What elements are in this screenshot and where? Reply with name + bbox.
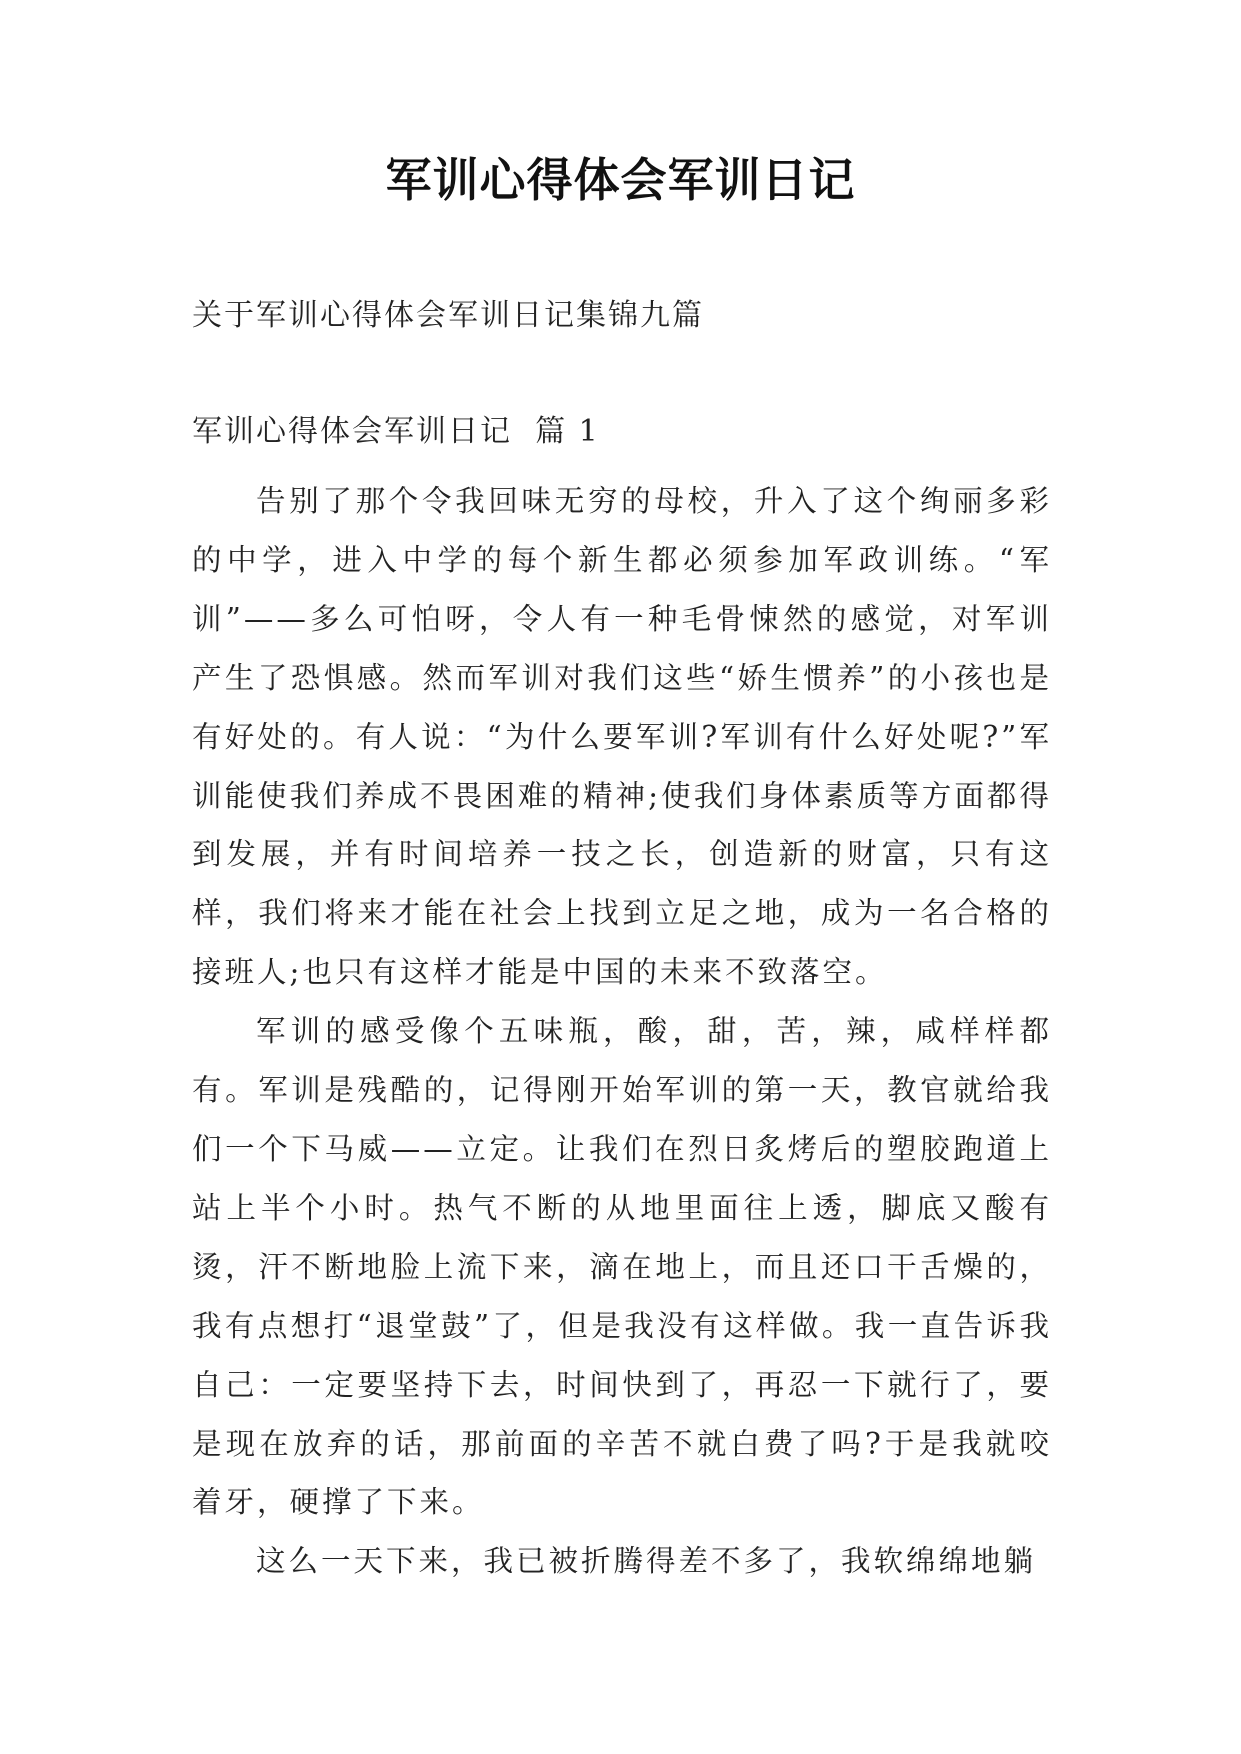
section-heading: 军训心得体会军训日记 篇 1 <box>192 414 600 449</box>
document-title: 军训心得体会军训日记 <box>385 153 856 207</box>
collection-title: 关于军训心得体会军训日记集锦九篇 <box>192 298 704 333</box>
article-body <box>192 472 1052 1591</box>
paragraph: 这么一天下来，我已被折腾得差不多了，我软绵绵地躺 <box>256 1544 1037 1579</box>
paragraph: 军训的感受像个五味瓶，酸，甜，苦，辣，咸样样都有。军训是残酷的，记得刚开始军训的第一天，教官就给我们一个下马威——立定。让我们在烈日炙烤后的塑胶跑道上站上半个小时。热气不断的从地里面往上透，脚底又酸有烫，汗不断地脸上流下来，滴在地上，而且还口干舌燥的，我有点想打“退堂鼓”了，但是我没有这样做。我一直告诉我自己：一定要坚持下去，时间快到了，再忍一下就行了，要是现在放弃的话，那前面的辛苦不就白费了吗?于是我就咬着牙，硬撑了下来。 <box>192 1014 1052 1520</box>
paragraph: 告别了那个令我回味无穷的母校，升入了这个绚丽多彩的中学，进入中学的每个新生都必须参加军政训练。“军训”——多么可怕呀，令人有一种毛骨悚然的感觉，对军训产生了恐惧感。然而军训对我们这些“娇生惯养”的小孩也是有好处的。有人说：“为什么要军训?军训有什么好处呢?”军训能使我们养成不畏困难的精神;使我们身体素质等方面都得到发展，并有时间培养一技之长，创造新的财富，只有这样，我们将来才能在社会上找到立足之地，成为一名合格的接班人;也只有这样才能是中国的未来不致落空。 <box>192 484 1052 990</box>
